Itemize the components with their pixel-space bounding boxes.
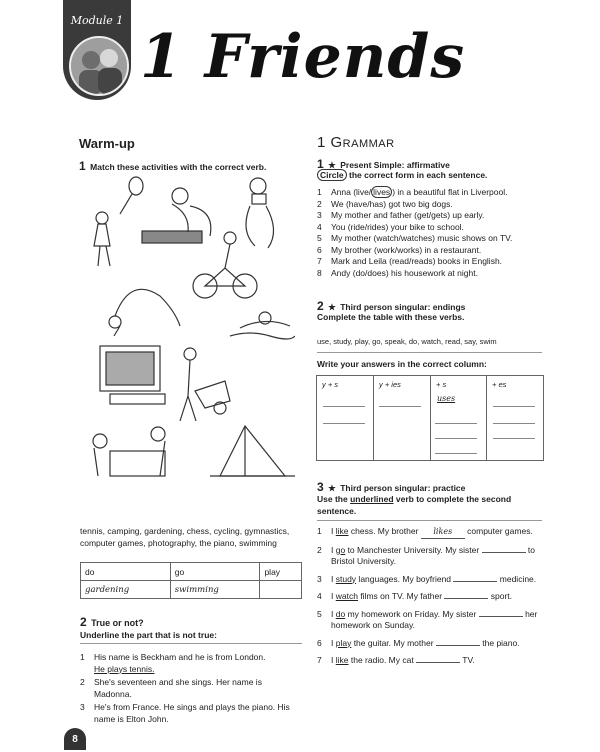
verb-list: use, study, play, go, speak, do, watch, read, say, swim bbox=[317, 337, 497, 346]
grammar-ex3-instruction: Use the underlined verb to complete the second sentence. bbox=[317, 494, 512, 516]
answer-line[interactable] bbox=[493, 406, 535, 407]
table-header-do: do bbox=[81, 563, 171, 581]
table-row bbox=[81, 581, 302, 599]
answer-line[interactable] bbox=[435, 453, 477, 454]
ex1-instruction: Match these activities with the correct verb. bbox=[90, 162, 267, 172]
answer-blank[interactable] bbox=[444, 598, 488, 599]
list-item: 2 She's seventeen and she sings. Her name is Madonna. bbox=[80, 677, 262, 699]
answer-line[interactable] bbox=[379, 406, 421, 407]
table-header-row bbox=[81, 563, 302, 581]
module-photo bbox=[69, 36, 129, 96]
bicycle-icon bbox=[193, 232, 257, 298]
col-header-y-s: y + s bbox=[322, 380, 339, 389]
answer-line[interactable] bbox=[435, 423, 477, 424]
list-item: 3 I study languages. My boyfriend medicine. bbox=[317, 573, 537, 584]
list-item: 4 I watch films on TV. My father sport. bbox=[317, 591, 513, 601]
list-item: 7 I like the radio. My cat TV. bbox=[317, 655, 475, 665]
list-item: 2 I go to Manchester University. My sister to Bristol University. bbox=[317, 544, 536, 566]
star-icon: ★ bbox=[328, 160, 336, 170]
grammar-ex1-instruction: Circle the correct form in each sentence. bbox=[317, 170, 487, 180]
ex2-heading bbox=[80, 613, 144, 631]
divider bbox=[317, 520, 542, 521]
activities-illustration bbox=[80, 176, 295, 506]
photo-people-icon bbox=[71, 38, 127, 94]
divider bbox=[80, 643, 302, 644]
star-icon: ★ bbox=[328, 302, 336, 312]
swimming-icon bbox=[230, 312, 295, 339]
divider bbox=[317, 352, 542, 353]
tennis-icon bbox=[94, 177, 143, 266]
answer-cell-do[interactable]: gardening bbox=[81, 581, 171, 599]
camera-icon bbox=[246, 178, 274, 248]
grammar-ex1-heading: 1 ★ Present Simple: affirmative bbox=[317, 157, 450, 171]
answer-blank[interactable] bbox=[436, 645, 480, 646]
warmup-heading: Warm-up bbox=[79, 136, 135, 151]
circled-answer[interactable]: lives bbox=[373, 187, 391, 197]
answer-blank[interactable] bbox=[479, 616, 523, 617]
list-item: 6 My brother (work/works) in a restaurant. bbox=[317, 244, 482, 255]
gardening-icon bbox=[180, 348, 230, 421]
list-item: 2 We (have/has) got two big dogs. bbox=[317, 198, 453, 209]
chess-icon bbox=[93, 427, 165, 476]
list-item: 7 Mark and Leila (read/reads) books in English. bbox=[317, 256, 503, 266]
page-number: 8 bbox=[64, 728, 86, 750]
star-icon: ★ bbox=[328, 483, 336, 493]
word-bank: tennis, camping, gardening, chess, cycling, gymnastics, computer games, photography, the piano, swimming bbox=[80, 526, 290, 548]
module-tab bbox=[63, 0, 131, 100]
answer-blank[interactable] bbox=[482, 552, 526, 553]
grammar-ex2-instruction: Complete the table with these verbs. bbox=[317, 312, 465, 322]
ex2-title: True or not? bbox=[91, 618, 144, 628]
underlined-answer: He plays tennis. bbox=[94, 663, 155, 674]
answer-line[interactable] bbox=[323, 423, 365, 424]
list-item: 1 His name is Beckham and he is from London. He plays tennis. bbox=[80, 652, 266, 674]
ex2-list bbox=[80, 652, 300, 725]
ex1-number: 1 bbox=[79, 159, 86, 173]
answer-blank[interactable]: likes bbox=[421, 526, 465, 539]
page-title: 1 Friends bbox=[140, 22, 466, 92]
answer-line[interactable] bbox=[323, 406, 365, 407]
list-item: 1 Anna (live/ lives ) in a beautiful flat in Liverpool. bbox=[317, 187, 508, 197]
list-item: 4 You (ride/rides) your bike to school. bbox=[317, 221, 464, 232]
ex2-number: 2 bbox=[80, 615, 87, 629]
ex1-instruction-row bbox=[79, 157, 299, 175]
gymnastics-icon bbox=[109, 289, 180, 336]
grammar-ex3-heading: 3 ★ Third person singular: practice bbox=[317, 480, 466, 494]
example-answer: uses bbox=[437, 394, 456, 403]
grammar-heading: 1 Grammar bbox=[317, 134, 395, 151]
grammar-ex1-list bbox=[317, 187, 547, 279]
tent-icon bbox=[210, 426, 295, 476]
answer-blank[interactable] bbox=[453, 581, 497, 582]
answer-line[interactable] bbox=[493, 438, 535, 439]
answer-cell-go[interactable]: swimming bbox=[170, 581, 260, 599]
grammar-ex2-heading: 2 ★ Third person singular: endings bbox=[317, 299, 466, 313]
answer-cell-play[interactable] bbox=[260, 581, 302, 599]
piano-icon bbox=[142, 188, 211, 243]
list-item: 5 I do my homework on Friday. My sister her homework on Sunday. bbox=[317, 608, 538, 630]
endings-table bbox=[316, 375, 544, 461]
table-header-play: play bbox=[260, 563, 302, 581]
list-item: 3 My mother and father (get/gets) up early. bbox=[317, 210, 485, 220]
ex2-instruction: Underline the part that is not true: bbox=[80, 630, 217, 640]
computer-icon bbox=[100, 346, 165, 404]
col-header-es: + es bbox=[492, 380, 507, 389]
write-instruction: Write your answers in the correct column: bbox=[317, 359, 487, 369]
answer-blank[interactable] bbox=[416, 662, 460, 663]
module-label: Module 1 bbox=[70, 14, 124, 27]
col-header-s: + s bbox=[436, 380, 447, 389]
answer-line[interactable] bbox=[435, 438, 477, 439]
grammar-ex3-list bbox=[317, 526, 545, 667]
col-header-y-ies: y + ies bbox=[379, 380, 401, 389]
answer-line[interactable] bbox=[493, 423, 535, 424]
list-item: 1 I like chess. My brother likes computer games. bbox=[317, 526, 545, 539]
activities-table bbox=[80, 562, 302, 599]
table-header-go: go bbox=[170, 563, 260, 581]
list-item: 5 My mother (watch/watches) music shows on TV. bbox=[317, 233, 513, 243]
list-item: 6 I play the guitar. My mother the piano. bbox=[317, 637, 520, 648]
list-item: 3 He's from France. He sings and plays the piano. His name is Elton John. bbox=[80, 702, 290, 724]
list-item: 8 Andy (do/does) his housework at night. bbox=[317, 267, 478, 278]
